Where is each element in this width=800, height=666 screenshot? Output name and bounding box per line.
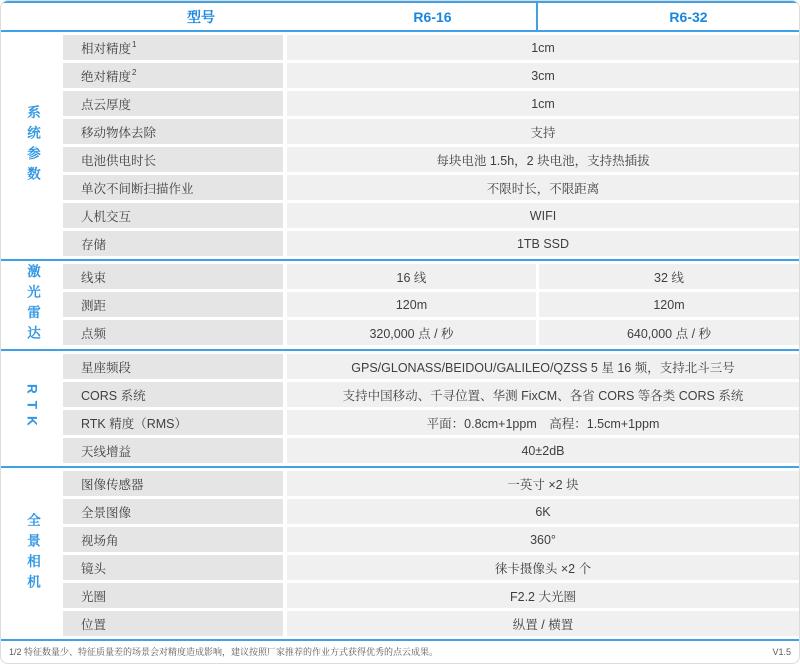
spec-value: 徕卡摄像头 ×2 个 bbox=[287, 555, 799, 580]
table-header bbox=[1, 1, 799, 32]
spec-label: 图像传感器 bbox=[63, 471, 283, 496]
section-rows bbox=[63, 35, 799, 256]
table-row bbox=[63, 438, 799, 463]
table-row bbox=[63, 63, 799, 88]
table-row bbox=[63, 499, 799, 524]
spec-value: 不限时长，不限距离 bbox=[287, 175, 799, 200]
spec-value: 每块电池 1.5h，2 块电池，支持热插拔 bbox=[287, 147, 799, 172]
table-row bbox=[63, 527, 799, 552]
spec-value: 120m bbox=[287, 292, 536, 317]
section-category bbox=[1, 354, 63, 463]
spec-section-lidar bbox=[1, 261, 799, 351]
spec-label: 天线增益 bbox=[63, 438, 283, 463]
section-category bbox=[1, 35, 63, 256]
spec-label: 单次不间断扫描作业 bbox=[63, 175, 283, 200]
table-body bbox=[1, 32, 799, 641]
spec-label: 光圈 bbox=[63, 583, 283, 608]
spec-value: 320,000 点 / 秒 bbox=[287, 320, 536, 345]
footnote-marker: 1 bbox=[132, 40, 137, 49]
spec-label: RTK 精度（RMS） bbox=[63, 410, 283, 435]
spec-value: 120m bbox=[539, 292, 799, 317]
table-row bbox=[63, 354, 799, 379]
table-row bbox=[63, 203, 799, 228]
spec-value: 640,000 点 / 秒 bbox=[539, 320, 799, 345]
spec-value: 3cm bbox=[287, 63, 799, 88]
spec-label: 相对精度 $^1$ bbox=[63, 35, 283, 60]
spec-label: 全景图像 bbox=[63, 499, 283, 524]
spec-label: 人机交互 bbox=[63, 203, 283, 228]
spec-label: 镜头 bbox=[63, 555, 283, 580]
spec-label: 星座频段 bbox=[63, 354, 283, 379]
spec-value: 360° bbox=[287, 527, 799, 552]
spec-label: 线束 bbox=[63, 264, 283, 289]
table-row bbox=[63, 231, 799, 256]
spec-label: 存储 bbox=[63, 231, 283, 256]
table-row bbox=[63, 382, 799, 407]
spec-label: CORS 系统 bbox=[63, 382, 283, 407]
spec-value: 支持中国移动、千寻位置、华测 FixCM、各省 CORS 等各类 CORS 系统 bbox=[287, 382, 799, 407]
section-category-label: 系统参数 bbox=[25, 104, 40, 187]
table-row bbox=[63, 119, 799, 144]
table-row bbox=[63, 292, 799, 317]
spec-value: 6K bbox=[287, 499, 799, 524]
spec-label: 移动物体去除 bbox=[63, 119, 283, 144]
section-category-label: 全景相机 bbox=[25, 512, 40, 595]
spec-label: 绝对精度 $^2$ bbox=[63, 63, 283, 88]
spec-value: 40±2dB bbox=[287, 438, 799, 463]
table-row bbox=[63, 410, 799, 435]
header-model-label: 型号 bbox=[187, 8, 215, 25]
spec-value: 支持 bbox=[287, 119, 799, 144]
section-category bbox=[1, 264, 63, 346]
table-row bbox=[63, 555, 799, 580]
table-footer bbox=[1, 641, 799, 658]
table-row bbox=[63, 91, 799, 116]
section-rows bbox=[63, 471, 799, 636]
spec-value: 平面：0.8cm+1ppm 高程：1.5cm+1ppm bbox=[287, 410, 799, 435]
spec-section-rtk bbox=[1, 351, 799, 468]
spec-section-system-params bbox=[1, 32, 799, 261]
section-category bbox=[1, 471, 63, 636]
spec-label: 位置 bbox=[63, 611, 283, 636]
table-row bbox=[63, 264, 799, 289]
section-rows bbox=[63, 264, 799, 346]
spec-value: 1cm bbox=[287, 91, 799, 116]
table-row bbox=[63, 147, 799, 172]
table-row bbox=[63, 35, 799, 60]
header-column-r6-32: R6-32 bbox=[669, 8, 708, 25]
spec-label: 视场角 bbox=[63, 527, 283, 552]
spec-section-panoramic-camera bbox=[1, 468, 799, 641]
spec-value: WIFI bbox=[287, 203, 799, 228]
spec-label: 电池供电时长 bbox=[63, 147, 283, 172]
section-category-label: 激光雷达 bbox=[25, 264, 40, 346]
spec-value: 一英寸 ×2 块 bbox=[287, 471, 799, 496]
table-row bbox=[63, 471, 799, 496]
spec-value: GPS/GLONASS/BEIDOU/GALILEO/QZSS 5 星 16 频，支持北斗三号 bbox=[287, 354, 799, 379]
footnote-text: 1/2 特征数量少、特征质量差的场景会对精度造成影响，建议按照厂家推荐的作业方式获得优秀的点云成果。 bbox=[9, 647, 439, 657]
version-label: V1.5 bbox=[772, 646, 791, 657]
table-row bbox=[63, 611, 799, 636]
section-category-label: RTK bbox=[24, 384, 40, 433]
table-row bbox=[63, 583, 799, 608]
spec-label: 点云厚度 bbox=[63, 91, 283, 116]
table-row bbox=[63, 320, 799, 345]
spec-value: 32 线 bbox=[539, 264, 799, 289]
header-column-r6-16: R6-16 bbox=[283, 3, 538, 30]
section-rows bbox=[63, 354, 799, 463]
table-row bbox=[63, 175, 799, 200]
spec-value: 1cm bbox=[287, 35, 799, 60]
spec-label: 点频 bbox=[63, 320, 283, 345]
footnote-marker: 2 bbox=[132, 68, 137, 77]
spec-label: 测距 bbox=[63, 292, 283, 317]
spec-value: 1TB SSD bbox=[287, 231, 799, 256]
spec-value: 16 线 bbox=[287, 264, 536, 289]
spec-value: F2.2 大光圈 bbox=[287, 583, 799, 608]
spec-value: 纵置 / 横置 bbox=[287, 611, 799, 636]
